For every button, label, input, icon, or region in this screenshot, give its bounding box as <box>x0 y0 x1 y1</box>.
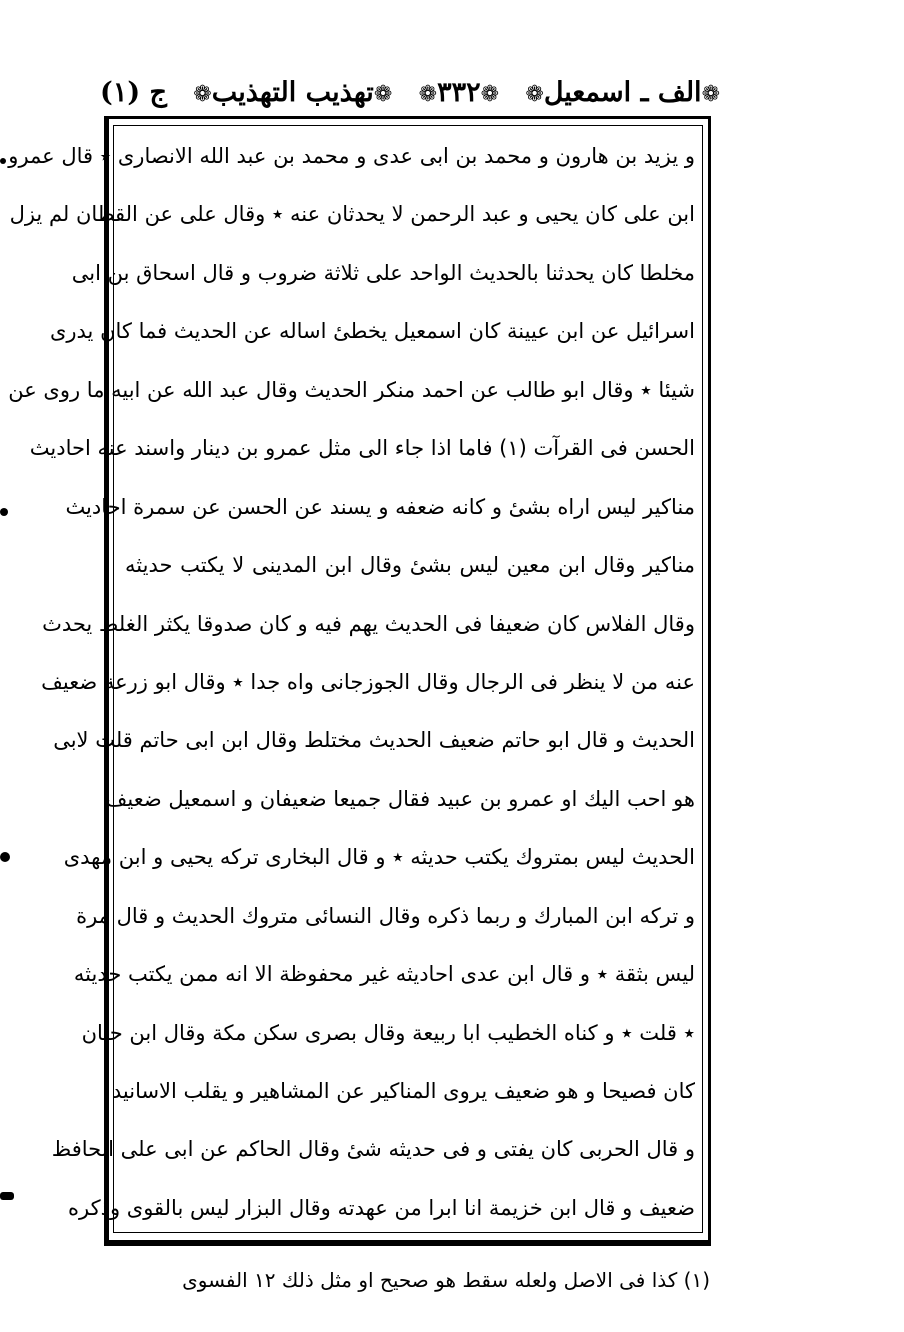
text-line: اسرائیل عن ابن عیینة کان اسمعیل یخطیٔ اساله عن الحدیث فما کان یدری <box>49 319 695 344</box>
text-line: مخلطا کان یحدثنا بالحدیث الواحد علی ثلاثة ضروب و قال اسحاق بن ابی <box>71 260 695 285</box>
text-line: ضعیف و قال ابن خزیمة انا ابرا من عهدته وقال البزار لیس بالقوی وذکره <box>68 1195 695 1220</box>
book-title-group <box>193 77 392 108</box>
margin-mark <box>0 1192 14 1200</box>
ornament-icon: ❁ <box>525 81 544 107</box>
text-line: لیس بثقة ٭ و قال ابن عدی احادیثه غیر محفوظة الا انه ممن یکتب حدیثه <box>73 962 695 987</box>
text-line: کان فصیحا و هو ضعیف یروی المناکیر عن المشاهیر و یقلب الاسانید <box>111 1079 695 1103</box>
margin-mark <box>0 508 8 516</box>
footnote: (۱) کذا فی الاصل ولعله سقط هو صحیح او مثل ذلك ۱۲ الفسوی <box>182 1268 710 1292</box>
text-line: مناکیر لیس اراه بشیٔ و کانه ضعفه و یسند عن الحسن عن سمرة احادیث <box>65 494 695 519</box>
text-line: وقال الفلاس کان ضعیفا فی الحدیث یهم فیه و کان صدوقا یکثر الغلط یحدث <box>42 611 695 636</box>
text-line: و قال الحربی کان یفتی و فی حدیثه شیٔ وقال الحاکم عن ابی علی الحافظ <box>51 1137 695 1162</box>
text-line: شیئا ٭ وقال ابو طالب عن احمد منکر الحدیث وقال عبد الله عن ابیه ما روی عن <box>8 377 695 402</box>
text-line: الحسن فی القرآت (۱) فاما اذا جاء الی مثل عمرو بن دینار واسند عنه احادیث <box>29 436 695 461</box>
text-line: و یزید بن هارون و محمد بن ابی عدی و محمد بن عبد الله الانصاری ٭ قال عمرو <box>8 144 695 168</box>
margin-mark <box>0 158 6 164</box>
book-title: تهذیب التهذیب <box>211 76 374 108</box>
main-text-block <box>8 136 695 1228</box>
text-line: مناکیر وقال ابن معین لیس بشیٔ وقال ابن المدینی لا یکتب حدیثه <box>125 553 695 578</box>
volume-label: ج (۱) <box>100 76 167 108</box>
text-line: ابن علی کان یحیی و عبد الرحمن لا یحدثان عنه ٭ وقال علی عن القطان لم یزل <box>9 202 695 227</box>
section-heading: الف ـ اسمعیل <box>543 76 702 108</box>
section-ornament-right <box>525 77 720 108</box>
margin-mark <box>0 852 10 862</box>
page-number-group <box>419 77 499 108</box>
ornament-icon: ❁ <box>418 81 438 107</box>
page-number: ۳۳۲ <box>437 76 481 108</box>
text-line: عنه من لا ینظر فی الرجال وقال الجوزجانی واه جدا ٭ وقال ابو زرعة ضعیف <box>41 669 695 694</box>
ornament-icon: ❁ <box>701 81 720 107</box>
text-line: الحدیث و قال ابو حاتم ضعیف الحدیث مختلط وقال ابن ابی حاتم قلت لابی <box>53 728 695 753</box>
ornament-icon: ❁ <box>193 81 212 107</box>
text-line: و ترکه ابن المبارك و ربما ذکره وقال النسائی متروك الحدیث و قال مرة <box>76 903 695 928</box>
ornament-icon: ❁ <box>373 81 393 107</box>
text-line: الحدیث لیس بمتروك یکتب حدیثه ٭ و قال البخاری ترکه یحیی و ابن مهدی <box>63 845 695 870</box>
text-line: ٭ قلت ٭ و کناه الخطیب ابا ربیعة وقال بصری سکن مکة وقال ابن حبان <box>81 1020 695 1045</box>
text-line: هو احب الیك او عمرو بن عبید فقال جمیعا ضعیفان و اسمعیل ضعیف <box>105 786 695 811</box>
ornament-icon: ❁ <box>480 81 500 107</box>
page-header <box>100 70 720 114</box>
